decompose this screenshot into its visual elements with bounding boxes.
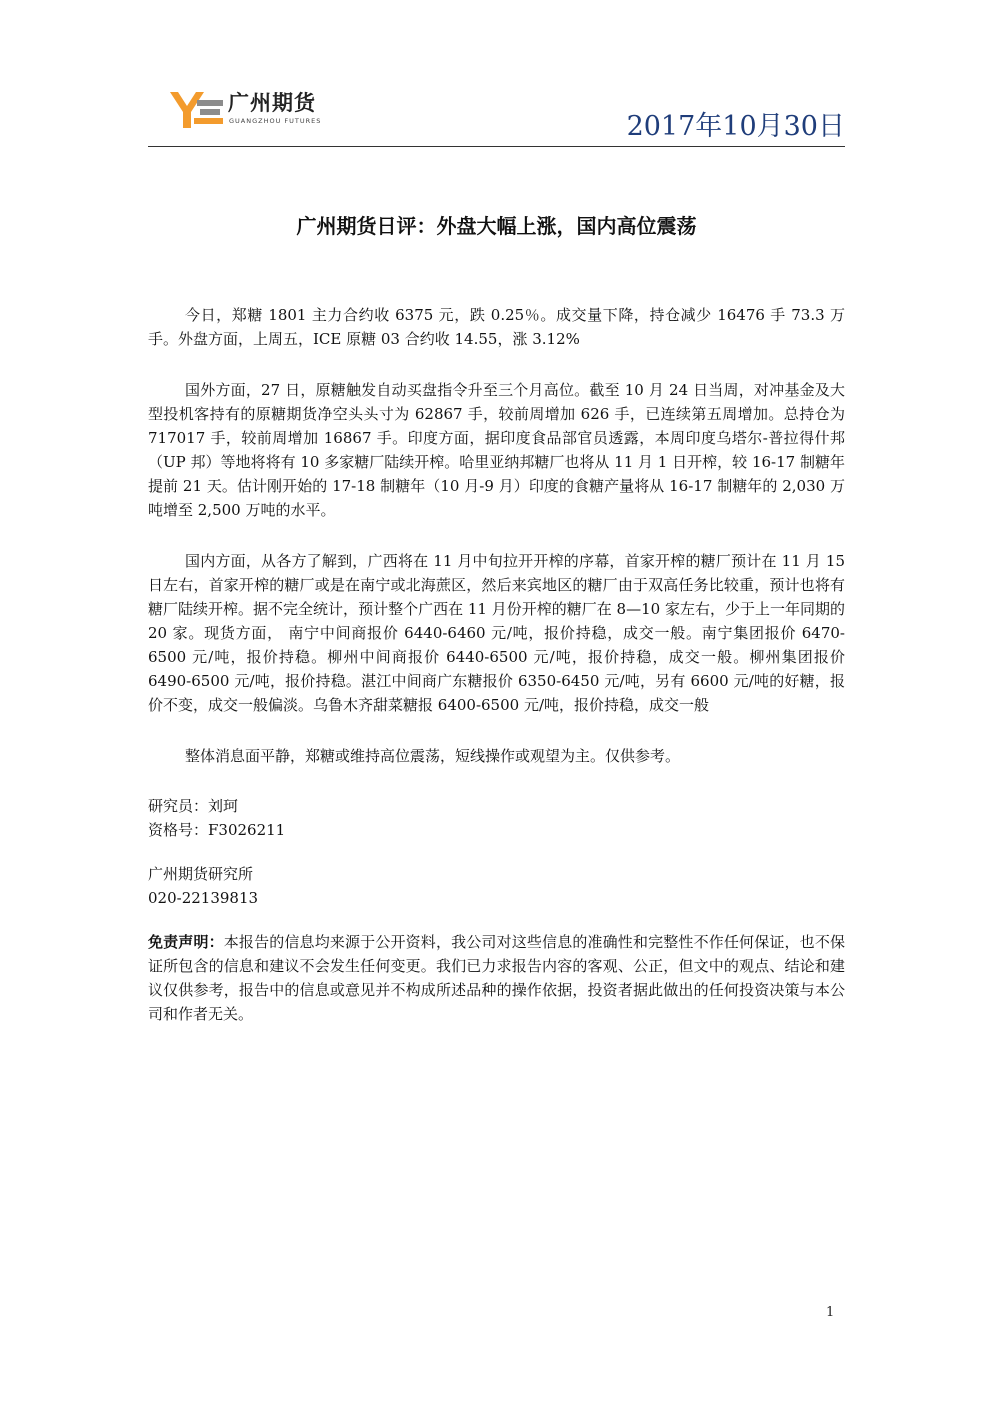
logo-chinese-name: 广州期货 <box>228 91 316 115</box>
paragraph-domestic-market: 国内方面，从各方了解到，广西将在 11 月中旬拉开开榨的序幕，首家开榨的糖厂预计在 11 月 15 日左右，首家开榨的糖厂或是在南宁或北海蔗区，然后来宾地区的糖厂由于双高任务比较重，预计也将有糖厂陆续开榨。据不完全统计，预计整个广西在 11 月份开榨的糖厂在 8—10 家左右，少于上一年同期的 20 家。现货方面， 南宁中间商报价 6440-6460 元/吨，报价持稳，成交一般。南宁集团报价 6470-6500 元/吨，报价持稳。柳州中间商报价 6440-6500 元/吨，报价持稳，成交一般。柳州集团报价 6490-6500 元/吨，报价持稳。湛江中间商广东糖报价 6350-6450 元/吨，另有 6600 元/吨的好糖，报价不变，成交一般偏淡。乌鲁木齐甜菜糖报 6400-6500 元/吨，报价持稳，成交一般 <box>148 552 845 714</box>
disclaimer-text: 本报告的信息均来源于公开资料，我公司对这些信息的准确性和完整性不作任何保证，也不保证所包含的信息和建议不会发生任何变更。我们已力求报告内容的客观、公正，但文中的观点、结论和建议仅供参考，报告中的信息或意见并不构成所述品种的操作依据，投资者据此做出的任何投资决策与本公司和作者无关。 <box>148 933 845 1023</box>
disclaimer <box>148 930 845 1026</box>
researcher-name: 研究员：刘珂 <box>148 797 239 815</box>
report-title: 广州期货日评：外盘大幅上涨，国内高位震荡 <box>296 214 697 238</box>
header-divider <box>148 146 845 147</box>
paragraph-foreign-market: 国外方面，27 日，原糖触发自动买盘指令升至三个月高位。截至 10 月 24 日当周，对冲基金及大型投机客持有的原糖期货净空头头寸为 62867 手，较前周增加 626 手，已连续第五周增加。总持仓为 717017 手，较前周增加 16867 手。印度方面，据印度食品部官员透露，本周印度乌塔尔-普拉得什邦（UP 邦）等地将将有 10 多家糖厂陆续开榨。哈里亚纳邦糖厂也将从 11 月 1 日开榨，较 16-17 制糖年提前 21 天。估计刚开始的 17-18 制糖年（10 月-9 月）印度的食糖产量将从 16-17 制糖年的 2,030 万吨增至 2,500 万吨的水平。 <box>148 381 845 519</box>
report-body <box>148 303 845 1026</box>
guangzhou-futures-logo-icon <box>170 90 224 130</box>
institute-name: 广州期货研究所 <box>148 865 254 883</box>
paragraph-market-summary: 今日，郑糖 1801 主力合约收 6375 元，跌 0.25％。成交量下降，持仓减少 16476 手 73.3 万手。外盘方面，上周五，ICE 原糖 03 合约收 14.55，涨 3.12% <box>148 306 845 348</box>
disclaimer-label: 免责声明： <box>148 933 224 951</box>
institute-phone: 020-22139813 <box>148 889 259 907</box>
page-number: 1 <box>826 1305 835 1320</box>
company-logo <box>170 88 370 138</box>
researcher-license: 资格号：F3026211 <box>148 821 286 839</box>
logo-english-name: GUANGZHOU FUTURES <box>229 117 322 125</box>
report-header <box>148 80 845 147</box>
paragraph-conclusion: 整体消息面平静，郑糖或维持高位震荡，短线操作或观望为主。仅供参考。 <box>185 747 681 765</box>
report-date: 2017年10月30日 <box>626 111 845 142</box>
